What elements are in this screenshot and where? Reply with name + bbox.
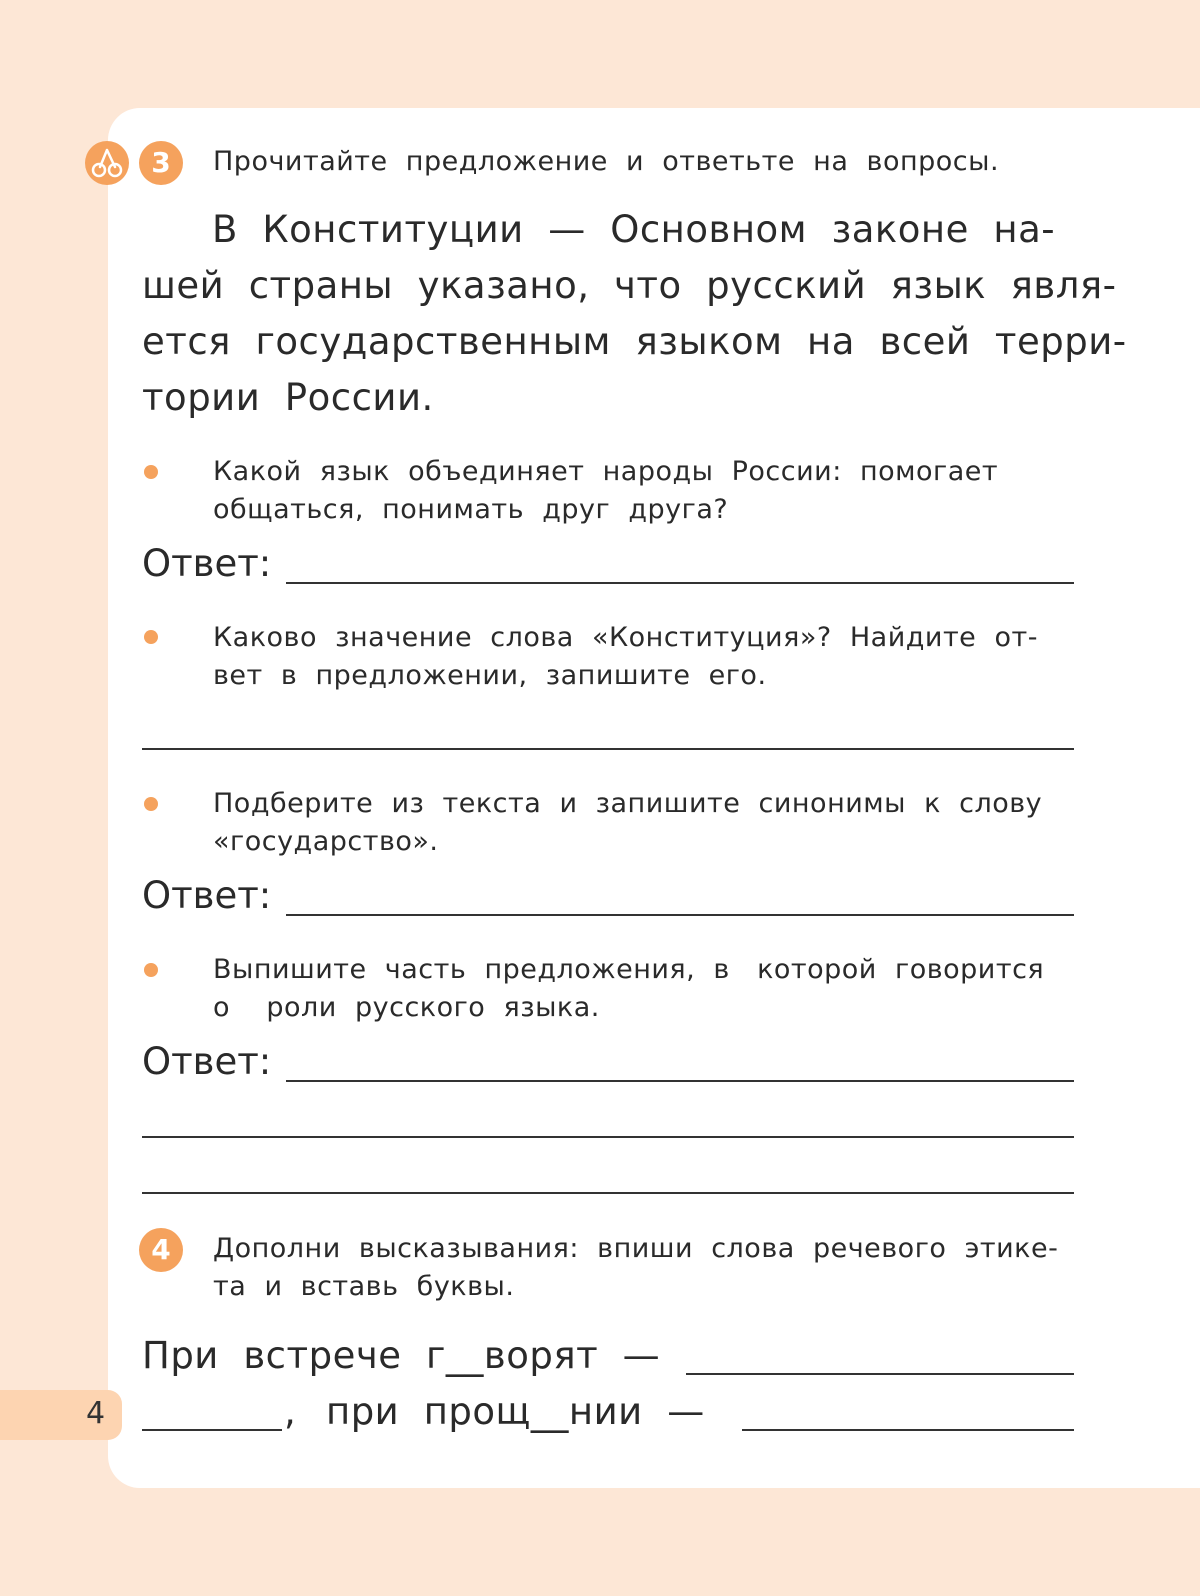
- bullet-icon: [144, 465, 158, 479]
- sentence-line-1: В Конституции — Основном законе на-: [212, 208, 1056, 251]
- answer-line[interactable]: [286, 582, 1074, 584]
- fill-line[interactable]: [142, 1429, 282, 1431]
- task-4-title-line-1: Дополни высказывания: впиши слова речевого этике-: [213, 1233, 1059, 1264]
- task-4-number: 4: [139, 1228, 183, 1272]
- bullet-icon: [144, 630, 158, 644]
- question-2-line-2: вет в предложении, запишите его.: [213, 660, 767, 691]
- sentence-line-4: тории России.: [142, 376, 434, 419]
- task-3-number: 3: [139, 141, 183, 185]
- answer-label: Ответ:: [142, 542, 272, 585]
- task-4-title-line-2: та и вставь буквы.: [213, 1271, 515, 1302]
- question-4-line-2: о роли русского языка.: [213, 992, 600, 1023]
- task-4-line-1: При встрече г__ворят —: [142, 1334, 661, 1377]
- question-4-line-1: Выпишите часть предложения, в которой говорится: [213, 954, 1045, 985]
- answer-line[interactable]: [142, 748, 1074, 750]
- question-2-line-1: Каково значение слова «Конституция»? Найдите от-: [213, 622, 1038, 653]
- question-3-line-1: Подберите из текста и запишите синонимы к слову: [213, 788, 1043, 819]
- question-3-line-2: «государство».: [213, 826, 439, 857]
- sentence-line-2: шей страны указано, что русский язык явля-: [142, 264, 1117, 307]
- answer-line[interactable]: [286, 1080, 1074, 1082]
- fill-line[interactable]: [742, 1429, 1074, 1431]
- task-4-line-2: при прощ__нии —: [326, 1390, 705, 1433]
- answer-label: Ответ:: [142, 1040, 272, 1083]
- cherry-icon: [84, 140, 130, 186]
- sentence-line-3: ется государственным языком на всей терри-: [142, 320, 1127, 363]
- task-4-comma: ,: [284, 1390, 297, 1433]
- answer-line[interactable]: [142, 1192, 1074, 1194]
- answer-label: Ответ:: [142, 874, 272, 917]
- bullet-icon: [144, 963, 158, 977]
- task-3-title: Прочитайте предложение и ответьте на вопросы.: [213, 146, 1000, 177]
- fill-line[interactable]: [686, 1373, 1074, 1375]
- page-number: 4: [86, 1396, 106, 1431]
- answer-line[interactable]: [286, 914, 1074, 916]
- answer-line[interactable]: [142, 1136, 1074, 1138]
- bullet-icon: [144, 797, 158, 811]
- question-1-line-1: Какой язык объединяет народы России: помогает: [213, 456, 999, 487]
- question-1-line-2: общаться, понимать друг друга?: [213, 494, 729, 525]
